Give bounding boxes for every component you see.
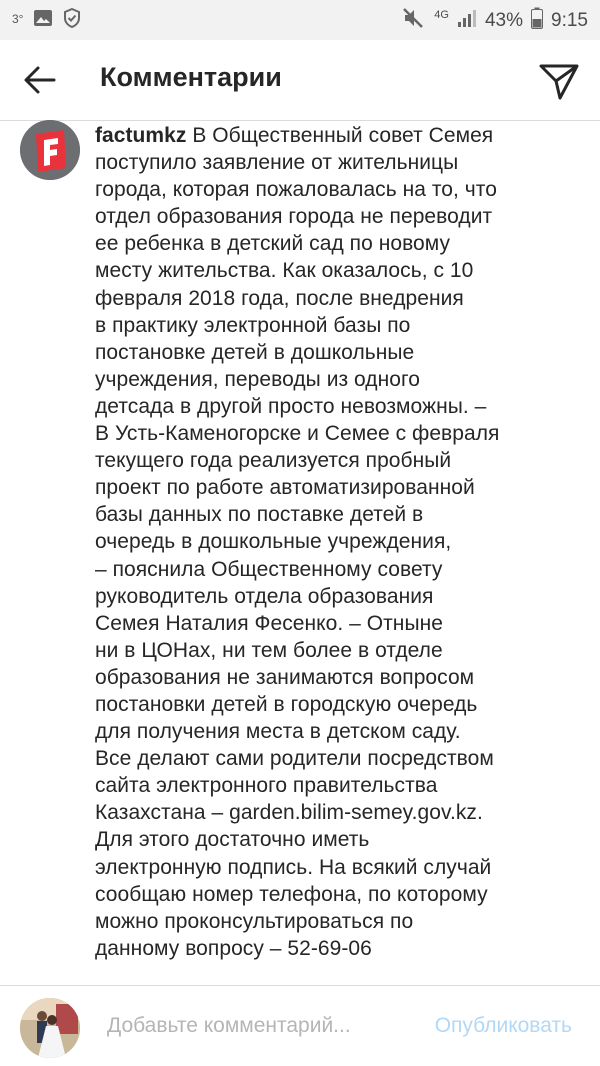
comment-line: сайта электронного правительства bbox=[95, 774, 438, 798]
comment-line: сообщаю номер телефона, по которому bbox=[95, 882, 488, 906]
comment-line: февраля 2018 года, после внедрения bbox=[95, 286, 464, 310]
comment-line: города, которая пожаловалась на то, что bbox=[95, 178, 497, 202]
comment-line: данному вопросу – 52-69-06 bbox=[95, 936, 372, 960]
comment-line: базы данных по поставке детей в bbox=[95, 503, 424, 527]
comment-line: проект по работе автоматизированной bbox=[95, 476, 475, 500]
comment-username[interactable]: factumkz bbox=[95, 124, 187, 147]
comment-line: постановке детей в дошкольные bbox=[95, 340, 415, 364]
paper-plane-icon bbox=[538, 60, 580, 102]
comment-input[interactable]: Добавьте комментарий... bbox=[107, 1014, 351, 1037]
comment-line: Все делают сами родители посредством bbox=[95, 747, 494, 771]
comment-line: для получения места в детском саду. bbox=[95, 720, 461, 744]
publish-button[interactable]: Опубликовать bbox=[434, 1014, 572, 1037]
network-type: 4G bbox=[434, 9, 449, 21]
comment-line: ее ребенка в детский сад по новому bbox=[95, 232, 451, 256]
mute-icon bbox=[402, 7, 426, 35]
battery-icon bbox=[531, 7, 543, 35]
arrow-left-icon bbox=[22, 62, 58, 98]
comment-line: месту жительства. Как оказалось, с 10 bbox=[95, 259, 474, 283]
signal-icon bbox=[457, 8, 477, 34]
comment-line: поступило заявление от жительницы bbox=[95, 151, 459, 175]
temperature-text: 3° bbox=[12, 12, 24, 26]
comment-line: очередь в дошкольные учреждения, bbox=[95, 530, 452, 554]
comment-text bbox=[95, 122, 565, 962]
comment-line: можно проконсультироваться по bbox=[95, 909, 414, 933]
comment-line: образования не занимаются вопросом bbox=[95, 665, 475, 689]
comment-line: В Общественный совет Семея bbox=[186, 124, 494, 147]
direct-share-button[interactable] bbox=[538, 60, 580, 102]
comment-line: В Усть-Каменогорске и Семее с февраля bbox=[95, 422, 500, 446]
comment-line: учреждения, переводы из одного bbox=[95, 367, 420, 391]
comment-line: Для этого достаточно иметь bbox=[95, 828, 370, 852]
battery-percent: 43% bbox=[484, 10, 524, 31]
shield-check-icon bbox=[63, 8, 81, 34]
comment-line: отдел образования города не переводит bbox=[95, 205, 493, 229]
factum-logo-icon bbox=[20, 120, 80, 180]
header-bar bbox=[0, 40, 600, 121]
comment-item bbox=[0, 120, 600, 985]
comment-line: текущего года реализуется пробный bbox=[95, 449, 452, 473]
comment-line: руководитель отдела образования bbox=[95, 584, 434, 608]
clock: 9:15 bbox=[551, 10, 588, 31]
comment-line: Казахстана – garden.bilim-semey.gov.kz. bbox=[95, 801, 483, 825]
current-user-avatar bbox=[20, 998, 80, 1058]
comment-line: электронную подпись. На всякий случай bbox=[95, 855, 492, 879]
factumkz-avatar[interactable] bbox=[20, 120, 80, 180]
comment-line: постановки детей в городскую очередь bbox=[95, 692, 478, 716]
page-title: Комментарии bbox=[100, 62, 282, 92]
back-button[interactable] bbox=[22, 62, 58, 98]
comment-line: детсада в другой просто невозможны. – bbox=[95, 394, 487, 418]
wedding-photo-avatar bbox=[20, 998, 80, 1058]
comment-line: ни в ЦОНах, ни тем более в отделе bbox=[95, 638, 443, 662]
comment-line: Семея Наталия Фесенко. – Отныне bbox=[95, 611, 443, 635]
comment-line: в практику электронной базы по bbox=[95, 313, 411, 337]
status-bar bbox=[0, 0, 600, 40]
comment-line: – пояснила Общественному совету bbox=[95, 557, 443, 581]
image-notification-icon bbox=[33, 9, 53, 33]
comment-composer bbox=[0, 985, 600, 1066]
